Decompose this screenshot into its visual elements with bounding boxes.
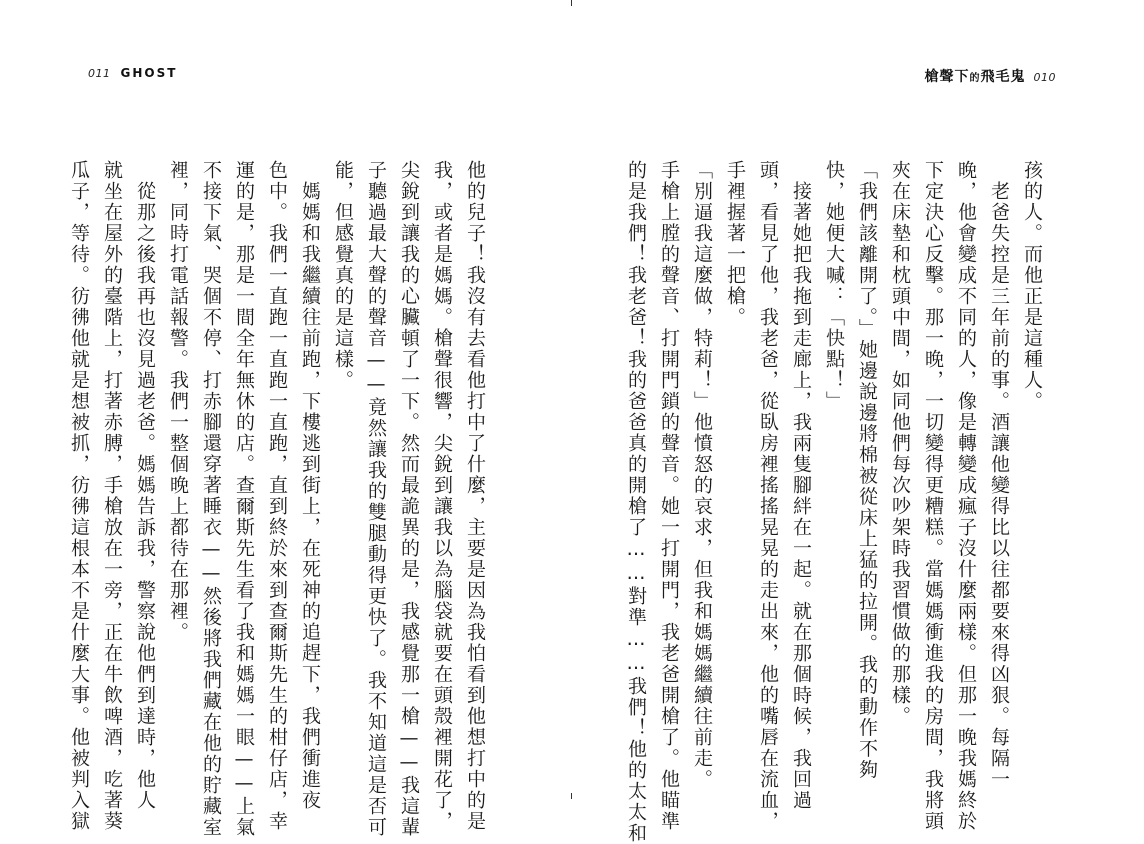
text-column: 色中。我們一直跑一直跑一直跑，直到終於來到查爾斯先生的柑仔店，幸 <box>266 160 288 832</box>
text-column: 手裡握著一把槍。 <box>724 160 746 328</box>
text-column: 就坐在屋外的臺階上，打著赤膊，手槍放在一旁，正在牛飲啤酒，吃著葵 <box>101 160 123 832</box>
page-number-010: 010 <box>1033 71 1056 84</box>
text-column: 晚，他會變成不同的人，像是轉變成瘋子沒什麼兩樣。但那一晚我媽終於 <box>955 160 977 832</box>
text-column: 夾在床墊和枕頭中間，如同他們每次吵架時我習慣做的那樣。 <box>889 160 911 727</box>
text-column: 下定決心反擊。那一晚，一切變得更糟糕。當媽媽衝進我的房間，我將頭 <box>922 160 944 832</box>
text-column: 他的兒子！我沒有去看他打中了什麼，主要是因為我怕看到他想打中的是 <box>464 160 486 832</box>
running-head-book-title <box>925 66 1026 86</box>
right-page-header <box>925 66 1057 86</box>
text-column: 運的是，那是一間全年無休的店。查爾斯先生看了我和媽媽一眼——上氣 <box>233 160 255 838</box>
running-head-part-c: 飛毛鬼 <box>980 69 1026 85</box>
left-page-header <box>88 66 177 80</box>
right-page-body-text <box>619 160 1048 844</box>
page-number-011: 011 <box>88 67 111 80</box>
text-column: 從那之後我再也沒見過老爸。媽媽告訴我，警察說他們到達時，他人 <box>134 160 156 811</box>
text-column: 我，或者是媽媽。槍聲很響，尖銳到讓我以為腦袋就要在頭殼裡開花了， <box>431 160 453 832</box>
left-page <box>0 0 571 838</box>
text-column: 子聽過最大聲的聲音——竟然讓我的雙腿動得更快了。我不知道這是否可 <box>365 160 387 838</box>
text-column: 不接下氣、哭個不停、打赤腳還穿著睡衣——然後將我們藏在他的貯藏室 <box>200 160 222 838</box>
text-column: 「我們該離開了。」她邊說邊將棉被從床上猛的拉開。我的動作不夠 <box>856 160 878 781</box>
text-column: 能，但感覺真的是這樣。 <box>332 160 354 391</box>
text-column: 頭，看見了他，我老爸，從臥房裡搖搖晃晃的走出來，他的嘴唇在流血， <box>757 160 779 832</box>
left-page-body-text <box>62 160 491 838</box>
text-column: 孩的人。而他正是這種人。 <box>1021 160 1043 412</box>
text-column: 裡，同時打電話報警。我們一整個晚上都待在那裡。 <box>167 160 189 643</box>
text-column: 接著她把我拖到走廊上，我兩隻腳絆在一起。就在那個時候，我回過 <box>790 160 812 811</box>
text-column: 手槍上膛的聲音、打開門鎖的聲音。她一打開門，我老爸開槍了。他瞄準 <box>658 160 680 832</box>
running-head-ghost: GHOST <box>120 66 178 80</box>
text-column: 媽媽和我繼續往前跑，下樓逃到街上，在死神的追趕下，我們衝進夜 <box>299 160 321 811</box>
text-column: 的是我們！我老爸！我的爸爸真的開槍了……對準……我們！他的太太和 <box>625 160 647 844</box>
text-column: 快，她便大喊：「快點！」 <box>823 160 845 412</box>
text-column: 「別逼我這麼做，特莉！」他憤怒的哀求，但我和媽媽繼續往前走。 <box>691 160 713 790</box>
right-page <box>572 0 1144 844</box>
running-head-part-a: 槍聲下 <box>924 69 970 85</box>
text-column: 尖銳到讓我的心臟頓了一下。然而最詭異的是，我感覺那一槍——我這輩 <box>398 160 420 838</box>
text-column: 瓜子，等待。彷彿他就是想被抓，彷彿這根本不是什麼大事。他被判入獄 <box>68 160 90 832</box>
running-head-part-b: 的 <box>969 73 981 84</box>
text-column: 老爸失控是三年前的事。酒讓他變得比以往都要來得凶狠。每隔一 <box>988 160 1010 790</box>
